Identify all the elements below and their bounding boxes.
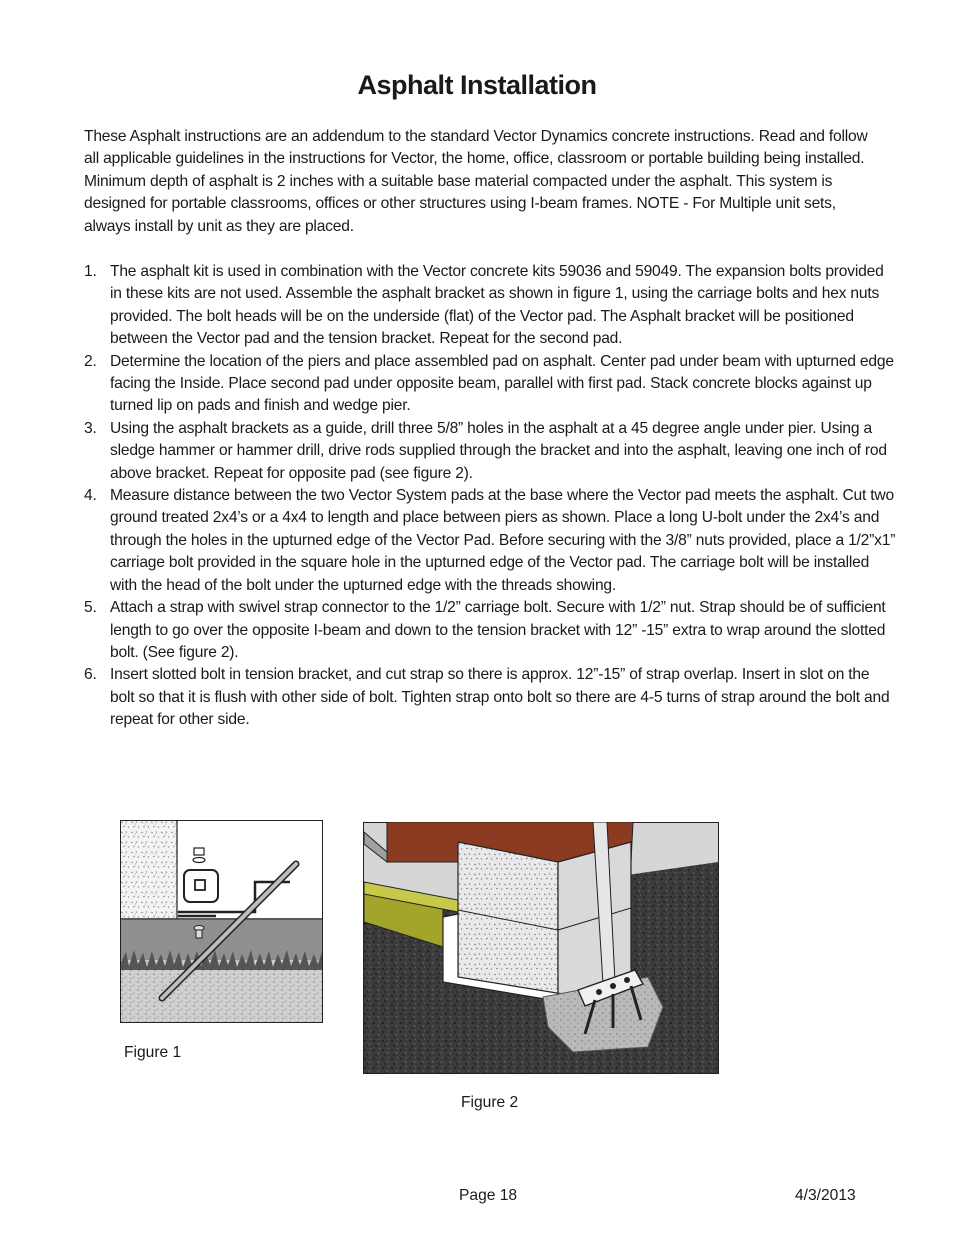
figure-2-caption: Figure 2 [461, 1094, 519, 1111]
figure-1-bracket-illustration [120, 820, 323, 1023]
step-text: Determine the location of the piers and place assembled pad on asphalt. Center pad under beam with upturned edge facing the Inside. Place second pad under opposite beam, parallel with first pad. Stack concrete blocks against up turned lip on pads and finish and wedge pier. [110, 352, 894, 415]
step-item [84, 261, 896, 351]
step-number: 4. [84, 487, 97, 505]
figure-2-pier-installation-illustration [363, 822, 719, 1074]
step-item [84, 418, 896, 485]
step-item [84, 485, 896, 597]
step-text: Measure distance between the two Vector System pads at the base where the Vector pad meets the asphalt. Cut two ground treated 2x4’s or a 4x4 to length and place between piers as shown. Place a long U-bolt under the 2x4’s and through the holes in the upturned edge of the Vector Pad. Before securing with the 3/8” nuts provided, place a 1/2”x1” carriage bolt provided in the square hole in the upturned edge of the Vector pad. The carriage bolt will be installed with the head of the bolt under the upturned edge with the threads showing. [110, 487, 896, 594]
step-number: 5. [84, 599, 97, 617]
step-number: 1. [84, 263, 97, 280]
intro-paragraph [84, 126, 884, 238]
instruction-steps [84, 261, 896, 732]
step-text: Attach a strap with swivel strap connector to the 1/2” carriage bolt. Secure with 1/2” nut. Strap should be of sufficient length to go over the opposite I-beam and down to the tension bracket with 12” -15” extra to wrap around the slotted bolt. (See figure 2). [110, 599, 886, 661]
page-number: Page 18 [459, 1187, 518, 1204]
figure-1-caption: Figure 1 [124, 1044, 182, 1061]
step-number: 2. [84, 352, 97, 370]
step-text: Insert slotted bolt in tension bracket, and cut strap so there is approx. 12”-15” of strap overlap. Insert in slot on the bolt so that it is flush with other side of bolt. Tighten strap onto bolt so there are 4-5 turns of strap around the bolt and repeat for other side. [110, 666, 890, 729]
step-number: 3. [84, 419, 97, 437]
step-item [84, 664, 896, 731]
step-text: Using the asphalt brackets as a guide, drill three 5/8” holes in the asphalt at a 45 degree angle under pier. Using a sledge hammer or hammer drill, drive rods supplied through the bracket and into the asphalt, leaving one inch of rod above bracket. Repeat for opposite pad (see figure 2). [110, 419, 887, 482]
step-item [84, 351, 896, 418]
step-text: The asphalt kit is used in combination with the Vector concrete kits 59036 and 59049. The expansion bolts provided in these kits are not used. Assemble the asphalt bracket as shown in figure 1, using the carriage bolts and hex nuts provided. The bolt heads will be on the underside (flat) of the Vector pad. The Asphalt bracket will be positioned between the Vector pad and the tension bracket. Repeat for the second pad. [110, 263, 884, 348]
intro-text: These Asphalt instructions are an addendum to the standard Vector Dynamics concrete instructions. Read and follow all applicable guidelines in the instructions for Vector, the home, office, classroom or portable building being installed. Minimum depth of asphalt is 2 inches with a suitable base material compacted under the asphalt. This system is designed for portable classrooms, offices or other structures using I-beam frames. NOTE - For Multiple unit sets, always install by unit as they are placed. [84, 128, 868, 235]
document-date: 4/3/2013 [795, 1187, 856, 1204]
page-title: Asphalt Installation [357, 70, 597, 100]
step-number: 6. [84, 666, 97, 684]
step-item [84, 597, 896, 664]
